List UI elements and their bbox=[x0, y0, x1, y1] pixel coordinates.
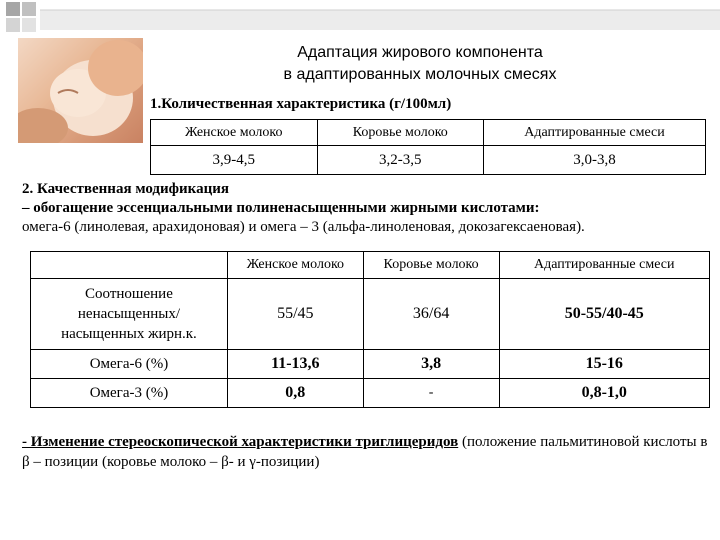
table-row bbox=[151, 146, 706, 175]
triglyceride-note bbox=[22, 432, 712, 472]
slide-title bbox=[150, 42, 690, 86]
column-header: Адаптированные смеси bbox=[484, 120, 706, 146]
title-line-2: в адаптированных молочных смесях bbox=[283, 66, 557, 83]
table-row bbox=[31, 350, 710, 379]
table-cell: 36/64 bbox=[363, 279, 499, 350]
table-cell: 0,8-1,0 bbox=[499, 379, 710, 408]
row-label: Омега-6 (%) bbox=[31, 350, 228, 379]
column-header: Коровье молоко bbox=[363, 252, 499, 279]
section2-heading: 2. Качественная модификация bbox=[22, 181, 229, 197]
table-cell: 0,8 bbox=[227, 379, 363, 408]
table-cell: 3,2-3,5 bbox=[317, 146, 484, 175]
title-line-1: Адаптация жирового компонента bbox=[297, 44, 543, 61]
section2-line3: омега-6 (линолевая, арахидоновая) и омега – 3 (альфа-линоленовая, докозагексаеновая). bbox=[22, 219, 585, 235]
table-cell: 55/45 bbox=[227, 279, 363, 350]
table-cell: 3,8 bbox=[363, 350, 499, 379]
row-label: Соотношение ненасыщенных/ насыщенных жирн.к. bbox=[31, 279, 228, 350]
column-header: Коровье молоко bbox=[317, 120, 484, 146]
column-header: Женское молоко bbox=[151, 120, 318, 146]
table-cell: 50-55/40-45 bbox=[499, 279, 710, 350]
table-cell: - bbox=[363, 379, 499, 408]
table-cell: 11-13,6 bbox=[227, 350, 363, 379]
row-label: Омега-3 (%) bbox=[31, 379, 228, 408]
section2-text bbox=[22, 180, 712, 237]
column-header: Адаптированные смеси bbox=[499, 252, 710, 279]
table-header-row bbox=[31, 252, 710, 279]
column-header: Женское молоко bbox=[227, 252, 363, 279]
note-underlined: - Изменение стереоскопической характеристики триглицеридов bbox=[22, 434, 459, 450]
section2-line2: – обогащение эссенциальными полиненасыщенными жирными кислотами: bbox=[22, 200, 540, 216]
qualitative-table bbox=[30, 251, 710, 408]
table-row bbox=[31, 279, 710, 350]
table-row bbox=[31, 379, 710, 408]
table-header-row bbox=[151, 120, 706, 146]
section1-heading: 1.Количественная характеристика (г/100мл) bbox=[150, 96, 452, 112]
table-cell: 3,9-4,5 bbox=[151, 146, 318, 175]
table-cell: 3,0-3,8 bbox=[484, 146, 706, 175]
table-cell: 15-16 bbox=[499, 350, 710, 379]
quantitative-table bbox=[150, 119, 706, 175]
decorative-squares-bar bbox=[0, 0, 720, 34]
note-rest: (положение пальмитиновой кислоты в β – позиции (коровье молоко – β- и γ-позиции) bbox=[22, 434, 708, 470]
empty-header-cell bbox=[31, 252, 228, 279]
baby-photo bbox=[18, 38, 143, 143]
